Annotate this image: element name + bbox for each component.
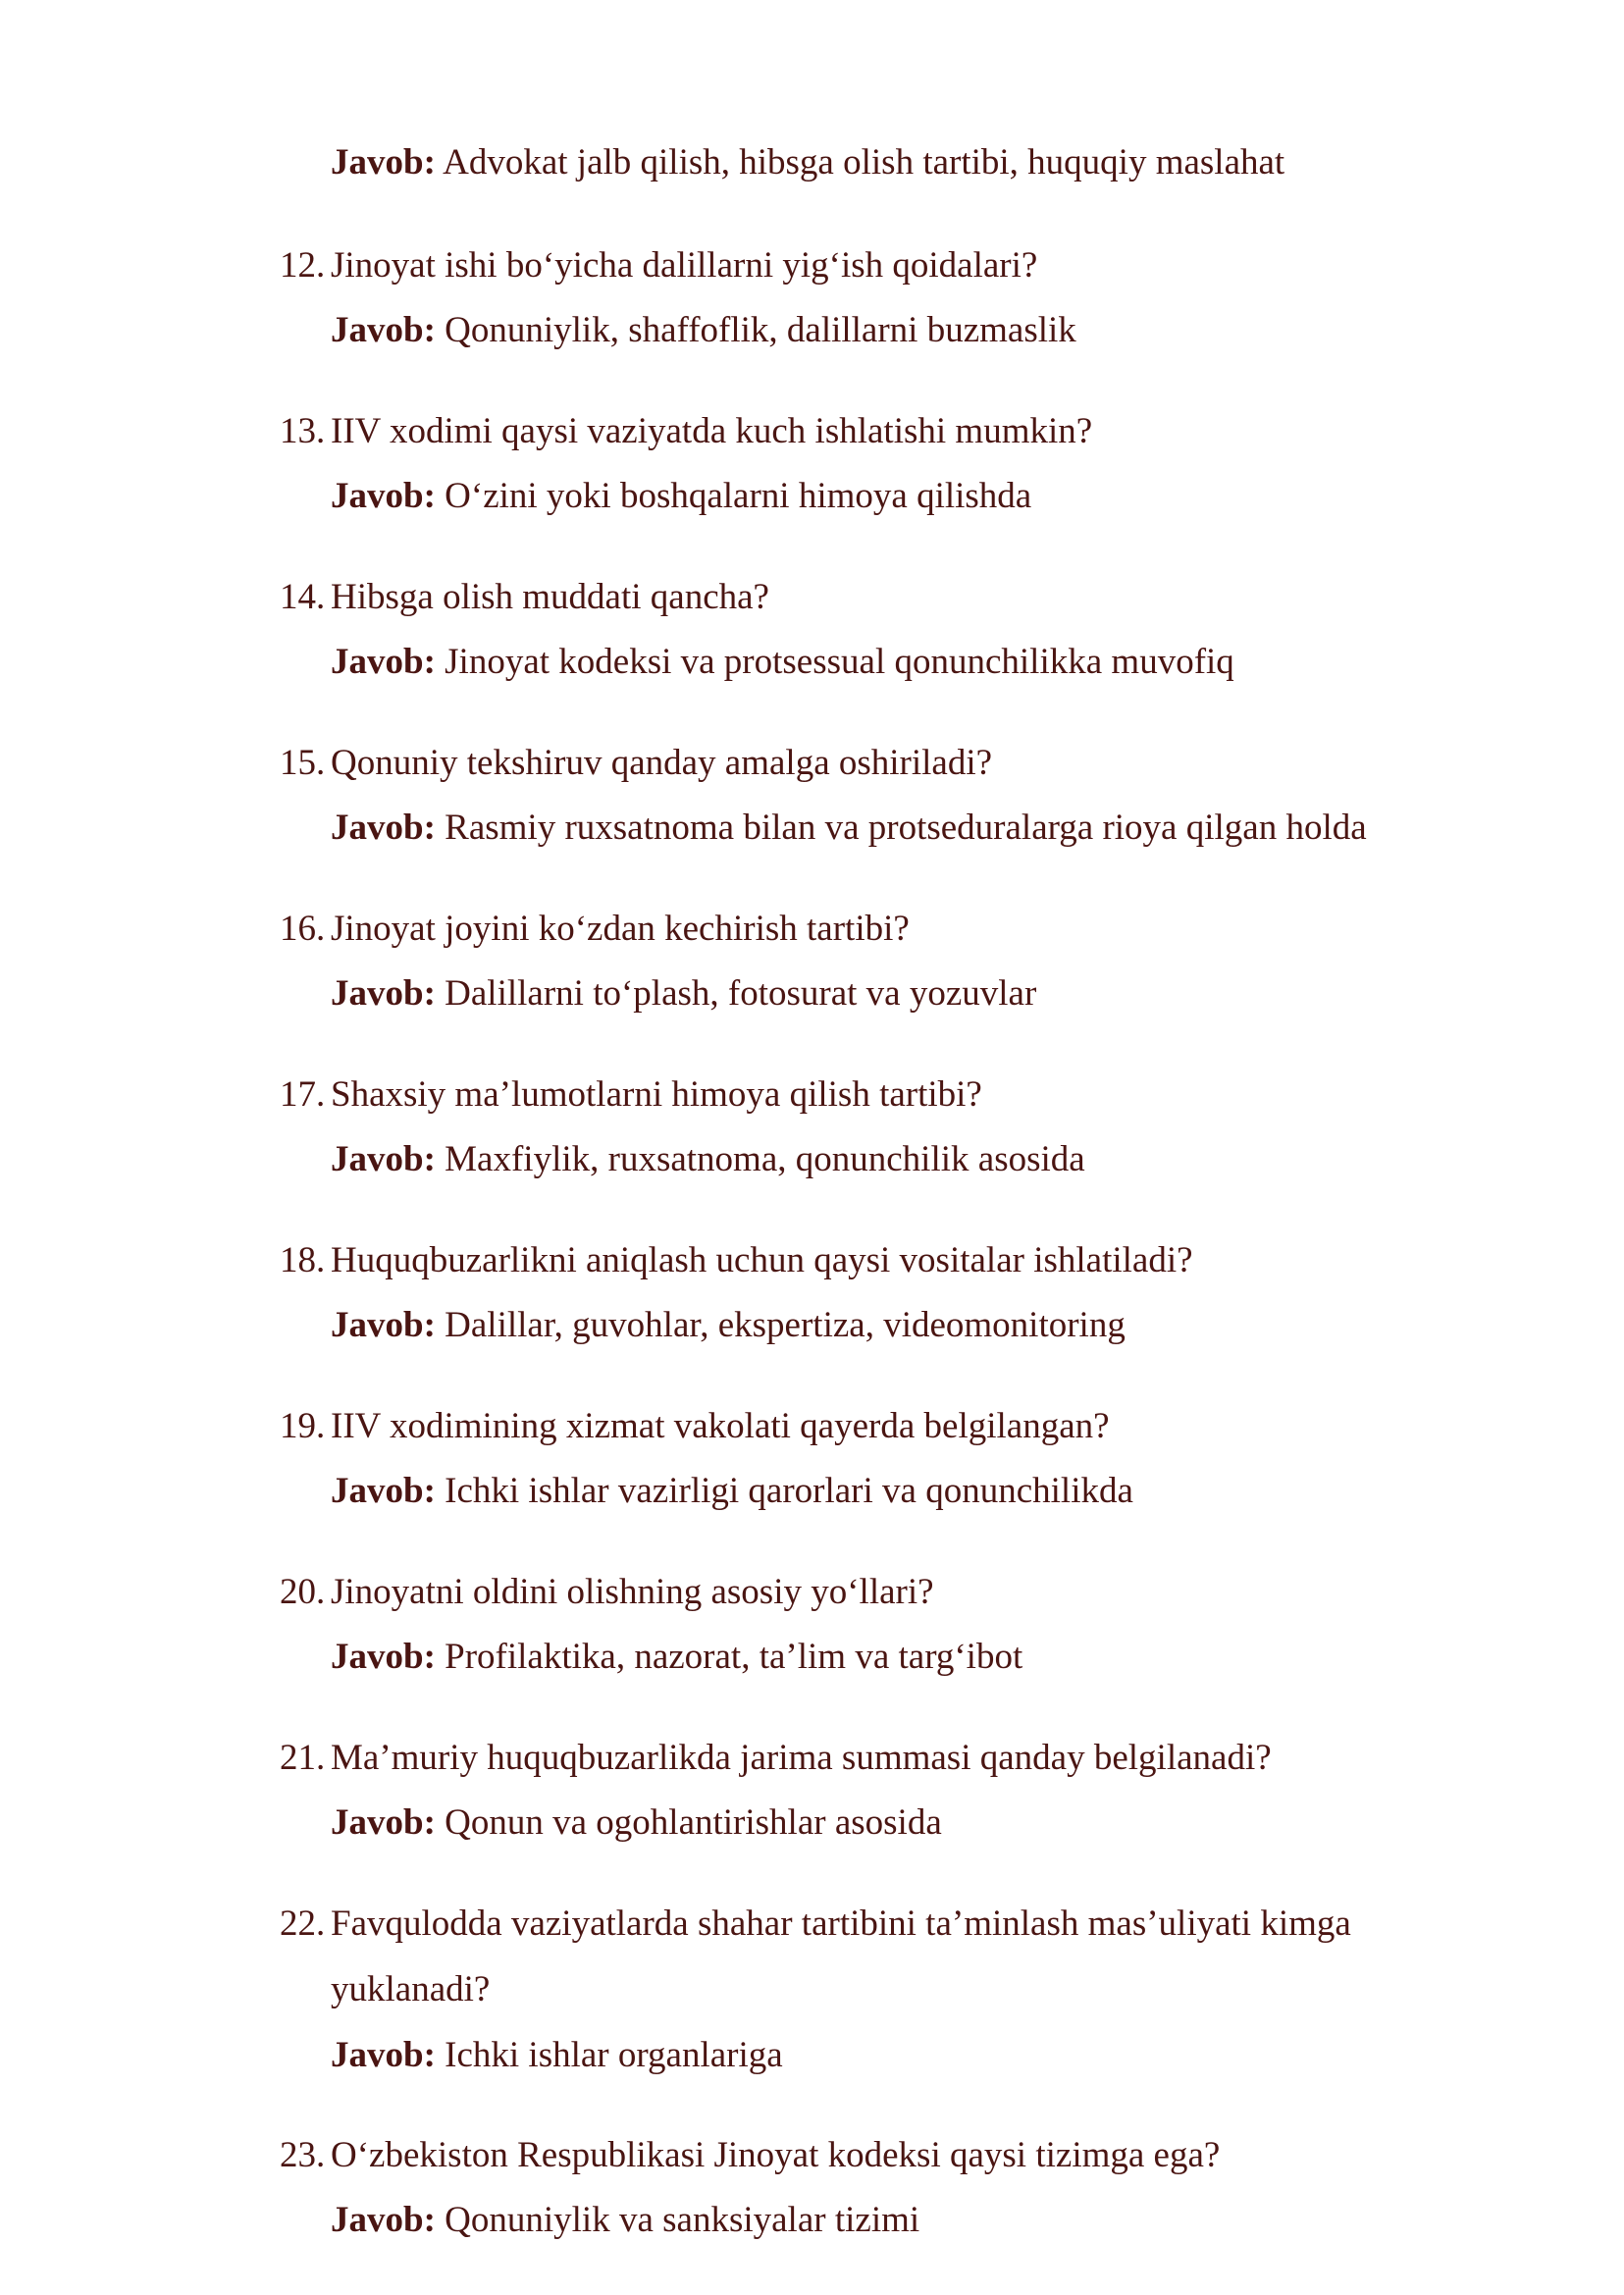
answer-label: Javob: <box>331 642 436 682</box>
question-text: Favqulodda vaziyatlarda shahar tartibini ta’minlash mas’uliyati kimga <box>331 1904 1351 1944</box>
answer-text: Profilaktika, nazorat, ta’lim va targ‘ibot <box>435 1637 1023 1677</box>
question-number: 18. <box>280 1240 326 1280</box>
answer-line <box>331 1469 1133 1514</box>
question-number: 15. <box>280 743 326 783</box>
answer-line <box>331 1137 1085 1182</box>
answer-line <box>331 1635 1022 1680</box>
answer-text: Dalillar, guvohlar, ekspertiza, videomonitoring <box>435 1305 1126 1345</box>
answer-label: Javob: <box>331 1305 436 1345</box>
question-number: 12. <box>280 245 326 286</box>
answer-line <box>331 971 1036 1017</box>
question-text-continuation: yuklanadi? <box>331 1969 491 2009</box>
question-text: Jinoyat ishi bo‘yicha dalillarni yig‘ish qoidalari? <box>331 245 1038 286</box>
question-text: O‘zbekiston Respublikasi Jinoyat kodeksi qaysi tizimga ega? <box>331 2135 1221 2175</box>
answer-label: Javob: <box>331 1139 436 1179</box>
answer-label: Javob: <box>331 1471 436 1511</box>
answer-text: Ichki ishlar vazirligi qarorlari va qonunchilikda <box>435 1471 1133 1511</box>
answer-label: Javob: <box>331 1637 436 1677</box>
question-text: Shaxsiy ma’lumotlarni himoya qilish tartibi? <box>331 1074 982 1115</box>
answer-line <box>331 308 1076 353</box>
answer-label: Javob: <box>331 142 436 183</box>
question-number: 19. <box>280 1406 326 1446</box>
question-text: Jinoyat joyini ko‘zdan kechirish tartibi? <box>331 909 910 949</box>
question-text: Huquqbuzarlikni aniqlash uchun qaysi vositalar ishlatiladi? <box>331 1240 1193 1280</box>
question-number: 21. <box>280 1738 326 1778</box>
answer-text: Qonuniylik, shaffoflik, dalillarni buzmaslik <box>435 310 1076 350</box>
answer-text: Jinoyat kodeksi va protsessual qonunchilikka muvofiq <box>435 642 1234 682</box>
answer-label: Javob: <box>331 973 436 1014</box>
answer-line <box>331 640 1234 685</box>
answer-line <box>331 2033 783 2078</box>
answer-text: Maxfiylik, ruxsatnoma, qonunchilik asosida <box>435 1139 1085 1179</box>
question-text: Hibsga olish muddati qancha? <box>331 577 769 617</box>
question-number: 23. <box>280 2135 326 2175</box>
question-text: Jinoyatni oldini olishning asosiy yo‘llari? <box>331 1572 934 1612</box>
question-number: 14. <box>280 577 326 617</box>
answer-label: Javob: <box>331 476 436 516</box>
answer-text: Qonuniylik va sanksiyalar tizimi <box>435 2200 920 2240</box>
question-text: Qonuniy tekshiruv qanday amalga oshiriladi? <box>331 743 993 783</box>
answer-text: Ichki ishlar organlariga <box>435 2035 783 2075</box>
answer-line <box>331 806 1367 851</box>
answer-line <box>331 2198 919 2243</box>
question-text: IIV xodimining xizmat vakolati qayerda belgilangan? <box>331 1406 1110 1446</box>
answer-label: Javob: <box>331 1802 436 1843</box>
answer-line <box>331 1800 942 1846</box>
answer-text: O‘zini yoki boshqalarni himoya qilishda <box>435 476 1032 516</box>
answer-line <box>331 1303 1126 1348</box>
answer-label: Javob: <box>331 310 436 350</box>
answer-text: Dalillarni to‘plash, fotosurat va yozuvlar <box>435 973 1037 1014</box>
answer-text: Qonun va ogohlantirishlar asosida <box>435 1802 942 1843</box>
question-text: IIV xodimi qaysi vaziyatda kuch ishlatishi mumkin? <box>331 411 1093 451</box>
question-number: 16. <box>280 909 326 949</box>
answer-line <box>331 140 1284 185</box>
question-number: 17. <box>280 1074 326 1115</box>
answer-label: Javob: <box>331 2200 436 2240</box>
question-text: Ma’muriy huquqbuzarlikda jarima summasi qanday belgilanadi? <box>331 1738 1272 1778</box>
answer-text: Rasmiy ruxsatnoma bilan va protseduralarga rioya qilgan holda <box>435 808 1367 848</box>
answer-line <box>331 474 1031 519</box>
answer-label: Javob: <box>331 2035 436 2075</box>
question-number: 20. <box>280 1572 326 1612</box>
answer-label: Javob: <box>331 808 436 848</box>
question-number: 13. <box>280 411 326 451</box>
question-number: 22. <box>280 1904 326 1944</box>
answer-text: Advokat jalb qilish, hibsga olish tartibi, huquqiy maslahat <box>435 142 1285 183</box>
